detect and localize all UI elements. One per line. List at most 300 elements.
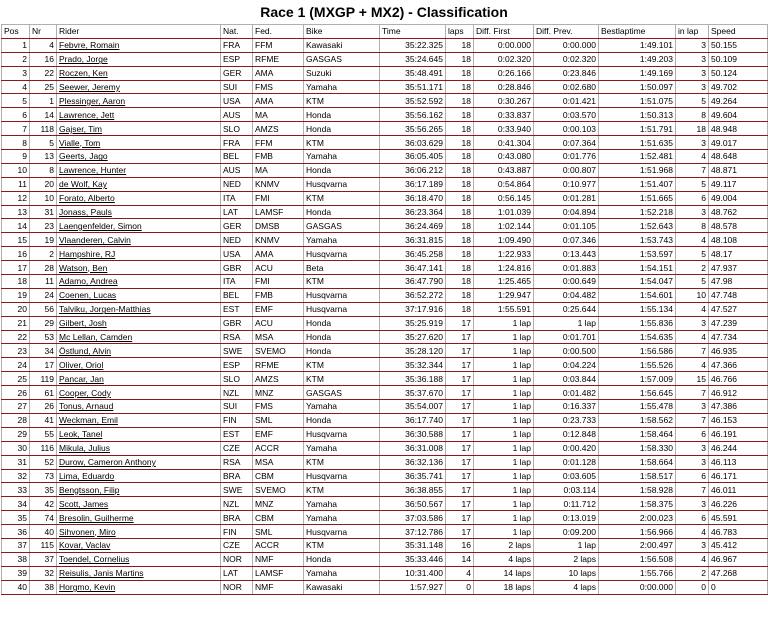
cell-bike: Husqvarna — [304, 288, 380, 302]
cell-in-lap: 4 — [676, 330, 709, 344]
table-row — [2, 400, 768, 414]
cell-rider[interactable]: Pancar, Jan — [57, 372, 221, 386]
cell-fed: SVEMO — [253, 483, 304, 497]
table-row — [2, 497, 768, 511]
cell-diff-prev: 0:07.364 — [534, 136, 599, 150]
cell-bike: Honda — [304, 122, 380, 136]
cell-rider[interactable]: Sihvonen, Miro — [57, 525, 221, 539]
cell-pos: 18 — [2, 275, 30, 289]
cell-time: 35:28.120 — [380, 344, 446, 358]
table-row — [2, 247, 768, 261]
cell-bike: KTM — [304, 483, 380, 497]
cell-pos: 7 — [2, 122, 30, 136]
table-row — [2, 108, 768, 122]
cell-bike: Yamaha — [304, 511, 380, 525]
cell-laps: 18 — [446, 150, 474, 164]
cell-in-lap: 5 — [676, 94, 709, 108]
column-header-fed: Fed. — [253, 25, 304, 39]
cell-diff-first: 1:29.947 — [474, 288, 534, 302]
cell-bestlaptime: 1:54.151 — [599, 261, 676, 275]
cell-fed: MNZ — [253, 386, 304, 400]
cell-rider[interactable]: Prado, Jorge — [57, 52, 221, 66]
cell-pos: 27 — [2, 400, 30, 414]
cell-in-lap: 4 — [676, 233, 709, 247]
cell-nr: 10 — [30, 191, 57, 205]
cell-nr: 118 — [30, 122, 57, 136]
cell-rider[interactable]: Toendel, Cornelius — [57, 552, 221, 566]
cell-rider[interactable]: Seewer, Jeremy — [57, 80, 221, 94]
cell-diff-prev: 0:01.281 — [534, 191, 599, 205]
cell-nat: EST — [221, 427, 253, 441]
cell-rider[interactable]: Laengenfelder, Simon — [57, 219, 221, 233]
cell-time: 36:50.567 — [380, 497, 446, 511]
cell-speed: 48.108 — [709, 233, 768, 247]
cell-fed: NMF — [253, 552, 304, 566]
cell-in-lap: 7 — [676, 483, 709, 497]
cell-bike: Honda — [304, 344, 380, 358]
cell-speed: 45.412 — [709, 538, 768, 552]
cell-nr: 31 — [30, 205, 57, 219]
cell-pos: 14 — [2, 219, 30, 233]
cell-pos: 5 — [2, 94, 30, 108]
cell-in-lap: 3 — [676, 38, 709, 52]
cell-diff-prev: 0:01.105 — [534, 219, 599, 233]
cell-rider[interactable]: Lawrence, Jett — [57, 108, 221, 122]
cell-time: 35:22.325 — [380, 38, 446, 52]
cell-diff-first: 0:56.145 — [474, 191, 534, 205]
cell-pos: 21 — [2, 316, 30, 330]
cell-fed: FMB — [253, 288, 304, 302]
table-row — [2, 316, 768, 330]
cell-speed: 49.117 — [709, 177, 768, 191]
cell-diff-prev: 2 laps — [534, 552, 599, 566]
table-row — [2, 163, 768, 177]
column-header-nat: Nat. — [221, 25, 253, 39]
column-header-speed: Speed — [709, 25, 768, 39]
cell-fed: AMA — [253, 66, 304, 80]
cell-nat: GER — [221, 219, 253, 233]
cell-bestlaptime: 1:51.665 — [599, 191, 676, 205]
cell-rider[interactable]: Coenen, Lucas — [57, 288, 221, 302]
cell-bike: Yamaha — [304, 233, 380, 247]
cell-fed: AMA — [253, 247, 304, 261]
cell-diff-prev: 0:00.420 — [534, 441, 599, 455]
cell-bestlaptime: 1:52.643 — [599, 219, 676, 233]
cell-nr: 34 — [30, 344, 57, 358]
cell-time: 36:52.272 — [380, 288, 446, 302]
cell-in-lap: 7 — [676, 163, 709, 177]
column-header-diff-prev: Diff. Prev. — [534, 25, 599, 39]
classification-table — [1, 24, 768, 595]
cell-rider[interactable]: Vlaanderen, Calvin — [57, 233, 221, 247]
cell-bestlaptime: 1:56.586 — [599, 344, 676, 358]
cell-laps: 4 — [446, 566, 474, 580]
cell-time: 35:24.645 — [380, 52, 446, 66]
cell-bike: Yamaha — [304, 441, 380, 455]
cell-bestlaptime: 1:58.517 — [599, 469, 676, 483]
table-row — [2, 136, 768, 150]
cell-nat: BRA — [221, 511, 253, 525]
cell-bestlaptime: 1:53.743 — [599, 233, 676, 247]
cell-speed: 47.239 — [709, 316, 768, 330]
header-row — [2, 25, 768, 39]
cell-bestlaptime: 1:49.101 — [599, 38, 676, 52]
cell-in-lap: 3 — [676, 136, 709, 150]
cell-diff-first: 1 lap — [474, 525, 534, 539]
cell-nat: CZE — [221, 441, 253, 455]
cell-laps: 18 — [446, 219, 474, 233]
cell-nr: 73 — [30, 469, 57, 483]
cell-speed: 46.783 — [709, 525, 768, 539]
cell-rider[interactable]: Reisulis, Janis Martins — [57, 566, 221, 580]
cell-pos: 9 — [2, 150, 30, 164]
cell-diff-first: 1 lap — [474, 483, 534, 497]
cell-rider[interactable]: Gilbert, Josh — [57, 316, 221, 330]
cell-pos: 38 — [2, 552, 30, 566]
cell-rider[interactable]: Bresolin, Guilherme — [57, 511, 221, 525]
cell-time: 35:54.007 — [380, 400, 446, 414]
cell-pos: 36 — [2, 525, 30, 539]
cell-bestlaptime: 1:58.464 — [599, 427, 676, 441]
cell-diff-first: 18 laps — [474, 580, 534, 594]
cell-fed: CBM — [253, 511, 304, 525]
cell-laps: 17 — [446, 497, 474, 511]
cell-time: 35:48.491 — [380, 66, 446, 80]
cell-rider[interactable]: Geerts, Jago — [57, 150, 221, 164]
cell-time: 36:30.588 — [380, 427, 446, 441]
cell-diff-first: 1 lap — [474, 497, 534, 511]
cell-time: 37:03.586 — [380, 511, 446, 525]
column-header-time: Time — [380, 25, 446, 39]
cell-speed: 46.912 — [709, 386, 768, 400]
cell-laps: 18 — [446, 108, 474, 122]
cell-rider[interactable]: Roczen, Ken — [57, 66, 221, 80]
cell-pos: 24 — [2, 358, 30, 372]
cell-nat: SWE — [221, 344, 253, 358]
cell-laps: 17 — [446, 386, 474, 400]
cell-nr: 42 — [30, 497, 57, 511]
cell-diff-first: 1 lap — [474, 413, 534, 427]
cell-nr: 74 — [30, 511, 57, 525]
cell-nr: 16 — [30, 52, 57, 66]
cell-bestlaptime: 1:56.645 — [599, 386, 676, 400]
cell-bike: Yamaha — [304, 400, 380, 414]
cell-rider[interactable]: Bengtsson, Filip — [57, 483, 221, 497]
cell-diff-prev: 0:01.421 — [534, 94, 599, 108]
table-row — [2, 302, 768, 316]
cell-rider[interactable]: Adamo, Andrea — [57, 275, 221, 289]
cell-pos: 32 — [2, 469, 30, 483]
cell-rider[interactable]: Lawrence, Hunter — [57, 163, 221, 177]
table-row — [2, 288, 768, 302]
cell-nr: 35 — [30, 483, 57, 497]
cell-pos: 17 — [2, 261, 30, 275]
table-row — [2, 469, 768, 483]
cell-nr: 61 — [30, 386, 57, 400]
cell-fed: SML — [253, 413, 304, 427]
cell-laps: 18 — [446, 275, 474, 289]
cell-diff-first: 1:09.490 — [474, 233, 534, 247]
cell-speed: 48.17 — [709, 247, 768, 261]
cell-bestlaptime: 1:55.766 — [599, 566, 676, 580]
cell-bike: KTM — [304, 358, 380, 372]
cell-laps: 17 — [446, 525, 474, 539]
cell-diff-first: 2 laps — [474, 538, 534, 552]
cell-diff-prev: 0:23.846 — [534, 66, 599, 80]
cell-nat: AUS — [221, 163, 253, 177]
cell-in-lap: 5 — [676, 275, 709, 289]
cell-fed: ACCR — [253, 538, 304, 552]
cell-nr: 29 — [30, 316, 57, 330]
cell-diff-prev: 0:01.883 — [534, 261, 599, 275]
cell-diff-first: 1:22.933 — [474, 247, 534, 261]
cell-nat: GER — [221, 66, 253, 80]
table-row — [2, 483, 768, 497]
cell-speed: 48.762 — [709, 205, 768, 219]
table-row — [2, 275, 768, 289]
cell-pos: 30 — [2, 441, 30, 455]
cell-nat: SWE — [221, 483, 253, 497]
cell-rider[interactable]: Cooper, Cody — [57, 386, 221, 400]
cell-bike: Honda — [304, 330, 380, 344]
column-header-laps: laps — [446, 25, 474, 39]
cell-fed: FFM — [253, 136, 304, 150]
cell-rider[interactable]: Weckman, Emil — [57, 413, 221, 427]
cell-laps: 18 — [446, 94, 474, 108]
table-row — [2, 580, 768, 594]
cell-nat: BRA — [221, 469, 253, 483]
cell-fed: NMF — [253, 580, 304, 594]
table-row — [2, 525, 768, 539]
cell-rider[interactable]: Scott, James — [57, 497, 221, 511]
cell-nat: AUS — [221, 108, 253, 122]
column-header-bestlaptime: Bestlaptime — [599, 25, 676, 39]
cell-fed: FMI — [253, 275, 304, 289]
cell-in-lap: 3 — [676, 316, 709, 330]
cell-bike: KTM — [304, 538, 380, 552]
cell-fed: CBM — [253, 469, 304, 483]
cell-bike: Honda — [304, 316, 380, 330]
cell-speed: 46.244 — [709, 441, 768, 455]
cell-laps: 18 — [446, 38, 474, 52]
cell-rider[interactable]: Mc Lellan, Camden — [57, 330, 221, 344]
cell-fed: DMSB — [253, 219, 304, 233]
cell-rider[interactable]: Östlund, Alvin — [57, 344, 221, 358]
cell-fed: MSA — [253, 455, 304, 469]
cell-diff-prev: 1 lap — [534, 316, 599, 330]
cell-rider[interactable]: Jonass, Pauls — [57, 205, 221, 219]
cell-bestlaptime: 1:58.928 — [599, 483, 676, 497]
cell-pos: 19 — [2, 288, 30, 302]
column-header-nr: Nr — [30, 25, 57, 39]
table-row — [2, 219, 768, 233]
cell-speed: 49.604 — [709, 108, 768, 122]
cell-pos: 16 — [2, 247, 30, 261]
cell-fed: FMB — [253, 150, 304, 164]
cell-rider[interactable]: Talviku, Jorgen-Matthias — [57, 302, 221, 316]
cell-diff-prev: 4 laps — [534, 580, 599, 594]
cell-nr: 4 — [30, 38, 57, 52]
cell-speed: 46.967 — [709, 552, 768, 566]
column-header-in-lap: in lap — [676, 25, 709, 39]
cell-pos: 23 — [2, 344, 30, 358]
table-row — [2, 441, 768, 455]
cell-rider[interactable]: Mikula, Julius — [57, 441, 221, 455]
cell-diff-prev: 0:00.500 — [534, 344, 599, 358]
table-row — [2, 511, 768, 525]
cell-diff-prev: 0:04.894 — [534, 205, 599, 219]
cell-diff-first: 1:02.144 — [474, 219, 534, 233]
cell-diff-first: 0:00.000 — [474, 38, 534, 52]
cell-rider[interactable]: Horgmo, Kevin — [57, 580, 221, 594]
cell-time: 36:03.629 — [380, 136, 446, 150]
cell-fed: ACCR — [253, 441, 304, 455]
cell-diff-prev: 0:09.200 — [534, 525, 599, 539]
cell-rider[interactable]: Lima, Eduardo — [57, 469, 221, 483]
cell-nr: 2 — [30, 247, 57, 261]
cell-bike: Husqvarna — [304, 525, 380, 539]
cell-nat: USA — [221, 94, 253, 108]
cell-nat: EST — [221, 302, 253, 316]
cell-bestlaptime: 1:58.664 — [599, 455, 676, 469]
cell-laps: 17 — [446, 316, 474, 330]
cell-nat: BEL — [221, 288, 253, 302]
cell-bike: Honda — [304, 108, 380, 122]
cell-rider[interactable]: Watson, Ben — [57, 261, 221, 275]
cell-laps: 18 — [446, 247, 474, 261]
cell-fed: ACU — [253, 316, 304, 330]
cell-laps: 16 — [446, 538, 474, 552]
cell-time: 36:38.855 — [380, 483, 446, 497]
cell-in-lap: 3 — [676, 52, 709, 66]
cell-bike: Husqvarna — [304, 177, 380, 191]
cell-bestlaptime: 1:55.134 — [599, 302, 676, 316]
cell-speed: 49.017 — [709, 136, 768, 150]
cell-rider[interactable]: Leok, Tanel — [57, 427, 221, 441]
cell-diff-prev: 0:13.019 — [534, 511, 599, 525]
cell-laps: 18 — [446, 302, 474, 316]
cell-pos: 40 — [2, 580, 30, 594]
cell-laps: 18 — [446, 177, 474, 191]
cell-fed: SVEMO — [253, 344, 304, 358]
cell-in-lap: 3 — [676, 66, 709, 80]
cell-bestlaptime: 1:49.203 — [599, 52, 676, 66]
cell-rider[interactable]: Oliver, Oriol — [57, 358, 221, 372]
cell-in-lap: 18 — [676, 122, 709, 136]
cell-rider[interactable]: Hampshire, RJ — [57, 247, 221, 261]
cell-diff-first: 0:28.846 — [474, 80, 534, 94]
cell-rider[interactable]: Febvre, Romain — [57, 38, 221, 52]
cell-pos: 31 — [2, 455, 30, 469]
cell-diff-prev: 0:07.346 — [534, 233, 599, 247]
cell-in-lap: 6 — [676, 511, 709, 525]
cell-in-lap: 4 — [676, 302, 709, 316]
table-body — [2, 38, 768, 594]
cell-rider[interactable]: Plessinger, Aaron — [57, 94, 221, 108]
cell-time: 36:06.212 — [380, 163, 446, 177]
cell-bike: KTM — [304, 275, 380, 289]
cell-diff-first: 1:01.039 — [474, 205, 534, 219]
cell-diff-prev: 1 lap — [534, 538, 599, 552]
cell-in-lap: 3 — [676, 497, 709, 511]
cell-laps: 17 — [446, 469, 474, 483]
cell-nat: FIN — [221, 525, 253, 539]
cell-diff-first: 1 lap — [474, 344, 534, 358]
cell-diff-first: 1 lap — [474, 427, 534, 441]
cell-pos: 22 — [2, 330, 30, 344]
cell-in-lap: 15 — [676, 372, 709, 386]
cell-diff-prev: 0:03.570 — [534, 108, 599, 122]
cell-in-lap: 3 — [676, 441, 709, 455]
cell-nr: 22 — [30, 66, 57, 80]
cell-rider[interactable]: Vialle, Tom — [57, 136, 221, 150]
cell-fed: EMF — [253, 427, 304, 441]
cell-nat: LAT — [221, 205, 253, 219]
cell-speed: 46.011 — [709, 483, 768, 497]
cell-bike: Husqvarna — [304, 247, 380, 261]
table-row — [2, 427, 768, 441]
cell-nr: 38 — [30, 580, 57, 594]
cell-speed: 47.386 — [709, 400, 768, 414]
cell-rider[interactable]: Tonus, Arnaud — [57, 400, 221, 414]
table-row — [2, 122, 768, 136]
cell-pos: 11 — [2, 177, 30, 191]
cell-diff-first: 0:26.166 — [474, 66, 534, 80]
cell-nr: 11 — [30, 275, 57, 289]
cell-laps: 18 — [446, 80, 474, 94]
cell-laps: 17 — [446, 413, 474, 427]
cell-nat: SLO — [221, 122, 253, 136]
cell-bike: Yamaha — [304, 566, 380, 580]
cell-bestlaptime: 1:58.375 — [599, 497, 676, 511]
cell-time: 36:31.815 — [380, 233, 446, 247]
cell-speed: 46.191 — [709, 427, 768, 441]
cell-rider[interactable]: de Wolf, Kay — [57, 177, 221, 191]
cell-rider[interactable]: Kovar, Vaclav — [57, 538, 221, 552]
cell-fed: KNMV — [253, 177, 304, 191]
cell-rider[interactable]: Forato, Alberto — [57, 191, 221, 205]
cell-bestlaptime: 1:55.836 — [599, 316, 676, 330]
cell-nr: 23 — [30, 219, 57, 233]
cell-time: 37:12.786 — [380, 525, 446, 539]
cell-time: 36:24.469 — [380, 219, 446, 233]
cell-nr: 8 — [30, 163, 57, 177]
cell-speed: 49.004 — [709, 191, 768, 205]
cell-pos: 39 — [2, 566, 30, 580]
cell-nr: 53 — [30, 330, 57, 344]
cell-time: 35:25.919 — [380, 316, 446, 330]
cell-rider[interactable]: Durow, Cameron Anthony — [57, 455, 221, 469]
cell-nr: 32 — [30, 566, 57, 580]
cell-fed: RFME — [253, 52, 304, 66]
cell-diff-prev: 0:01.776 — [534, 150, 599, 164]
cell-nr: 17 — [30, 358, 57, 372]
cell-in-lap: 4 — [676, 150, 709, 164]
cell-laps: 18 — [446, 191, 474, 205]
cell-time: 36:35.741 — [380, 469, 446, 483]
cell-diff-prev: 0:01.701 — [534, 330, 599, 344]
cell-in-lap: 3 — [676, 80, 709, 94]
cell-time: 36:31.008 — [380, 441, 446, 455]
cell-rider[interactable]: Gajser, Tim — [57, 122, 221, 136]
cell-bike: GASGAS — [304, 386, 380, 400]
table-row — [2, 80, 768, 94]
cell-in-lap: 4 — [676, 525, 709, 539]
cell-diff-prev: 0:23.733 — [534, 413, 599, 427]
cell-laps: 17 — [446, 427, 474, 441]
cell-pos: 33 — [2, 483, 30, 497]
cell-bike: GASGAS — [304, 52, 380, 66]
